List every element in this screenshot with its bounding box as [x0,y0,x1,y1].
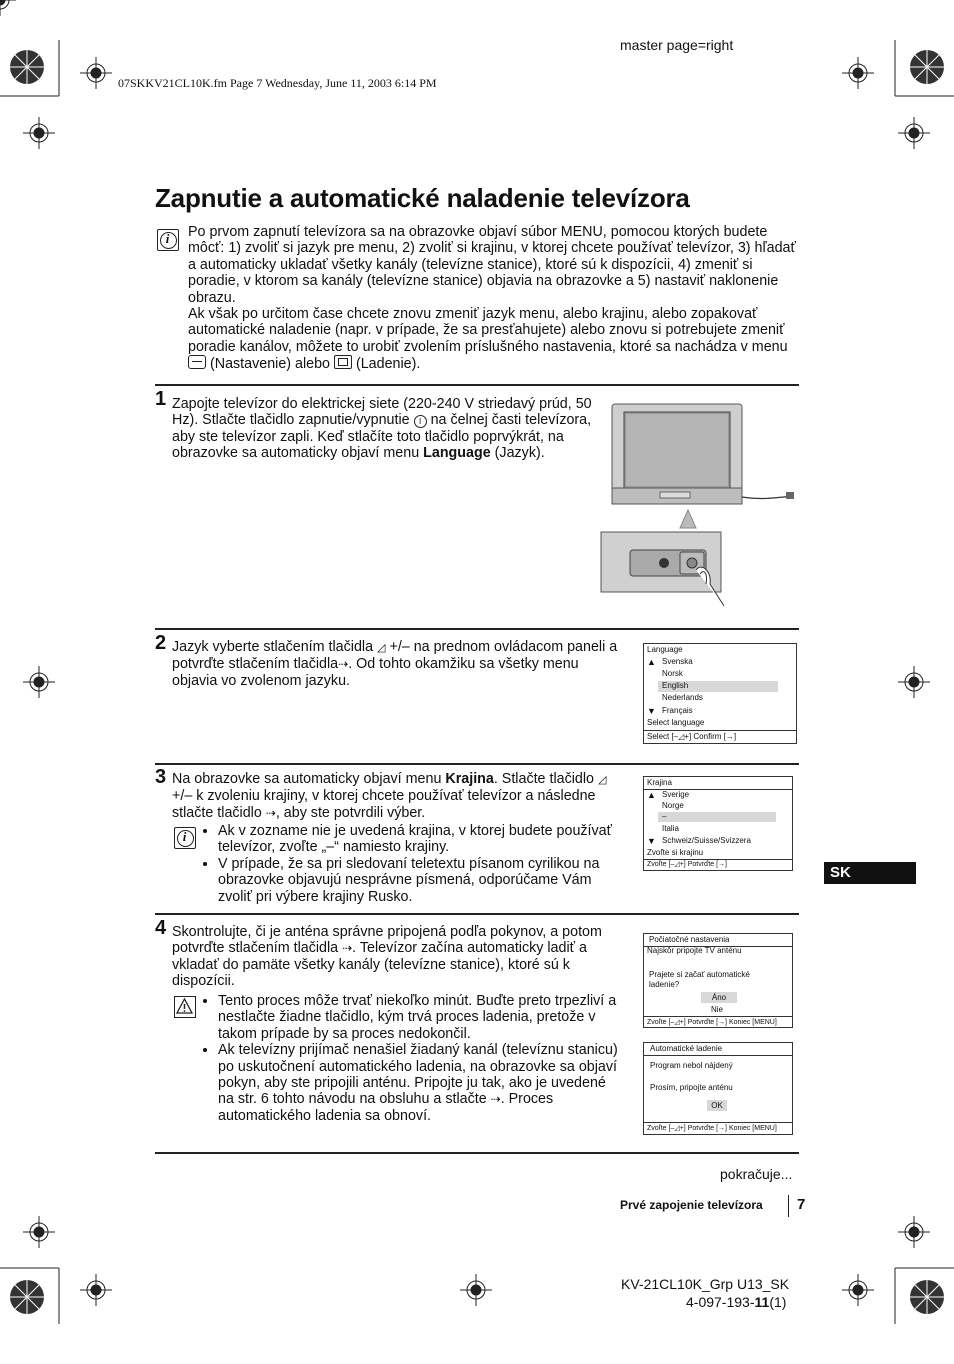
intro-text [188,224,800,373]
info-icon: i [157,229,179,251]
step-1-text-c: (Jazyk). [494,445,545,462]
step-2-text [172,639,622,689]
osd-line: Prajete si začať automatické [649,970,750,979]
up-arrow-icon: ▲ [647,657,656,667]
enter-icon: ⇢ [338,657,349,672]
step-1-text [172,396,592,462]
osd-item[interactable]: Nederlands [662,693,703,702]
yes-button[interactable]: Áno [701,992,737,1003]
step-4-text [172,924,612,990]
osd-footer [644,1122,792,1132]
osd-item-selected[interactable]: English [662,681,689,690]
enter-icon: ⇢ [490,1092,501,1107]
osd-auto-tuning [643,1042,793,1135]
osd-line: Najskôr pripojte TV anténu [647,946,742,955]
program-button-icon: ◿ [597,774,607,786]
step-number: 3 [155,766,167,788]
power-icon: I [414,415,427,428]
intro-paragraph-2 [188,306,800,373]
note-text-b: . Proces automatického ladenia sa obnoví. [218,1091,554,1124]
divider [155,628,799,630]
ok-button[interactable]: OK [707,1100,727,1111]
osd-item[interactable]: Svenska [662,657,693,666]
step-3-notes [203,823,623,905]
down-arrow-icon: ▼ [647,706,656,716]
note-item: • V prípade, že sa pri sledovaní teletextu písanom cyrilikou na obrazovke objavujú nesprávne písmená, odporúčame Vám zvoliť pri výbere krajiny Rusko. [218,856,623,905]
intro-p2-a: Ak však po určitom čase chcete znovu zmeniť jazyk menu, alebo krajinu, alebo zopakovať automatické naladenie (napr. v prípade, že sa presťahujete) alebo znovu si potrebujete zmeniť poradie kanálov, môžete to urobiť zvolením príslušného nastavenia, ktoré sa nachádza v menu [188,306,788,355]
intro-p2-b: (Nastavenie) alebo [209,356,330,373]
osd-title: Krajina [647,778,672,787]
osd-footer [644,730,796,741]
up-arrow-icon: ▲ [647,790,656,800]
step-4-text-a: Skontrolujte, či je anténa správne pripojená podľa pokynov, a potom potvrďte stlačením tlačidla [172,924,602,957]
enter-icon: ⇢ [265,805,276,820]
step-2-text-b: +/– na prednom ovládacom paneli a potvrďte stlačením tlačidla [172,639,618,673]
tuning-menu-icon [334,355,352,369]
osd-footer [644,859,792,868]
osd-item[interactable]: Sverige [662,790,690,799]
osd-item[interactable]: Schweiz/Suisse/Svizzera [662,836,751,845]
divider [155,763,799,765]
divider [155,1152,799,1154]
part-number [686,1294,786,1310]
setup-menu-icon [188,355,206,369]
continued-label: pokračuje... [720,1166,793,1182]
step-1-text-b: na čelnej časti televízora, aby ste televízor zapli. Keď stlačíte toto tlačidlo poprvýkrát, na obrazovke sa automaticky objaví menu [172,412,592,462]
intro-paragraph-1: Po prvom zapnutí televízora sa na obrazovke objaví súbor MENU, pomocou ktorých budete môcť: 1) zvoliť si jazyk pre menu, 2) zvoliť si krajinu, v ktorej chcete používať televízor, 3) hľadať a automaticky ukladať všetky kanály (televízne stanice), ktoré sú k dispozícii, 4) zmeniť si poradie, v ktorom sa kanály (televízne stanice) objavia na obrazovke a 5) nastaviť naklonenie obrazu. [188,224,796,306]
step-3-text-c: +/– k zvoleniu krajiny, v ktorej chcete používať televízor a následne stlačte tlačidlo [172,788,596,821]
osd-footer-text: Select [–◿+] Confirm [→] [647,732,737,741]
language-tab: SK [824,862,916,884]
osd-line: ladenie? [649,980,680,989]
step-4-notes [203,993,623,1124]
osd-item[interactable]: Français [662,706,693,715]
step-2-text-c: . Od tohto okamžiku sa všetky menu objavia vo zvolenom jazyku. [172,656,579,689]
note-item [218,1042,623,1124]
step-number: 4 [155,917,167,939]
osd-footer-text: Zvoľte [–◿+] Potvrďte [→] Koniec [MENU] [647,1125,777,1132]
step-3-text-d: , aby ste potvrdili výber. [275,804,426,821]
osd-title: Počiatočné nastavenia [649,935,730,944]
osd-item[interactable]: Italia [662,824,679,833]
page-number: 7 [797,1196,806,1213]
osd-title: Language [647,645,683,654]
step-number: 2 [155,632,167,654]
step-2-text-a: Jazyk vyberte stlačením tlačidla [172,639,374,655]
note-item: • Tento proces môže trvať niekoľko minút. Buďte preto trpezliví a nestlačte žiadne tlačidlo, kým trvá proces ladenia, pretože v takom prípade by sa proces nedokončil. [218,993,623,1042]
page-title: Zapnutie a automatické naladenie televízora [155,183,690,213]
osd-footer-text: Zvoľte [–◿+] Potvrďte [→] [647,861,728,868]
program-button-icon: ◿ [377,642,386,654]
step-3-text [172,771,622,821]
divider [155,913,799,915]
enter-icon: ⇢ [342,941,353,956]
step-3-text-b: . Stlačte tlačidlo [493,771,594,787]
osd-line: Prosím, pripojte anténu [650,1083,733,1092]
osd-title: Automatické ladenie [650,1044,723,1053]
osd-prompt: Select language [647,718,705,727]
model-code: KV-21CL10K_Grp U13_SK [621,1276,790,1292]
osd-highlight [658,812,776,822]
osd-prompt: Zvoľte si krajinu [647,848,704,857]
osd-item[interactable]: Norsk [662,669,683,678]
section-name: Prvé zapojenie televízora [620,1198,763,1212]
step-3-bold: Krajina [445,771,494,787]
intro-p2-c: (Ladenie). [355,356,421,373]
step-4-text-b: . Televízor začína automaticky ladiť a vkladať do pamäte všetky kanály (televízne stanice), ktoré sú k dispozícii. [172,940,587,990]
step-3-text-a: Na obrazovke sa automaticky objaví menu [172,771,442,787]
part-number-suffix: (1) [769,1294,787,1310]
part-number-bold: 11 [754,1294,770,1310]
osd-item-selected[interactable]: – [662,812,667,821]
step-number: 1 [155,388,167,410]
osd-footer [644,1016,792,1026]
divider [155,384,799,386]
master-page-label: master page=right [620,37,734,53]
no-button[interactable]: Nie [711,1005,724,1014]
info-icon: i [174,827,196,849]
osd-country-menu [643,776,793,871]
osd-item[interactable]: Norge [662,801,684,810]
osd-language-menu [643,643,797,744]
osd-line: Program nebol nájdený [650,1061,733,1070]
step-1-bold: Language [423,445,491,462]
tv-illustration [600,402,800,607]
osd-footer-text: Zvoľte [–◿+] Potvrďte [→] Koniec [MENU] [647,1019,777,1026]
footer-separator [788,1195,789,1217]
part-number-prefix: 4-097-193- [686,1294,755,1310]
warning-icon [174,996,196,1018]
note-item: • Ak v zozname nie je uvedená krajina, v ktorej budete používať televízor, zvoľte „–“ namiesto krajiny. [218,823,623,856]
step-1-text-a: Zapojte televízor do elektrickej siete (220-240 V striedavý prúd, 50 Hz). Stlačte tlačidlo zapnutie/vypnutie [172,396,592,429]
note-text-a: Ak televízny prijímač nenašiel žiadaný kanál (televíznu stanicu) po uskutočnení automatického ladenia, na obrazovke sa objaví pokyn, aby ste pripojili anténu. Pripojte ju tak, ako je uvedené na str. 6 tohto návodu na obsluhu a stlačte [218,1042,618,1108]
file-info: 07SKKV21CL10K.fm Page 7 Wednesday, June 11, 2003 6:14 PM [118,76,437,90]
osd-initial-settings [643,933,793,1028]
down-arrow-icon: ▼ [647,836,656,846]
